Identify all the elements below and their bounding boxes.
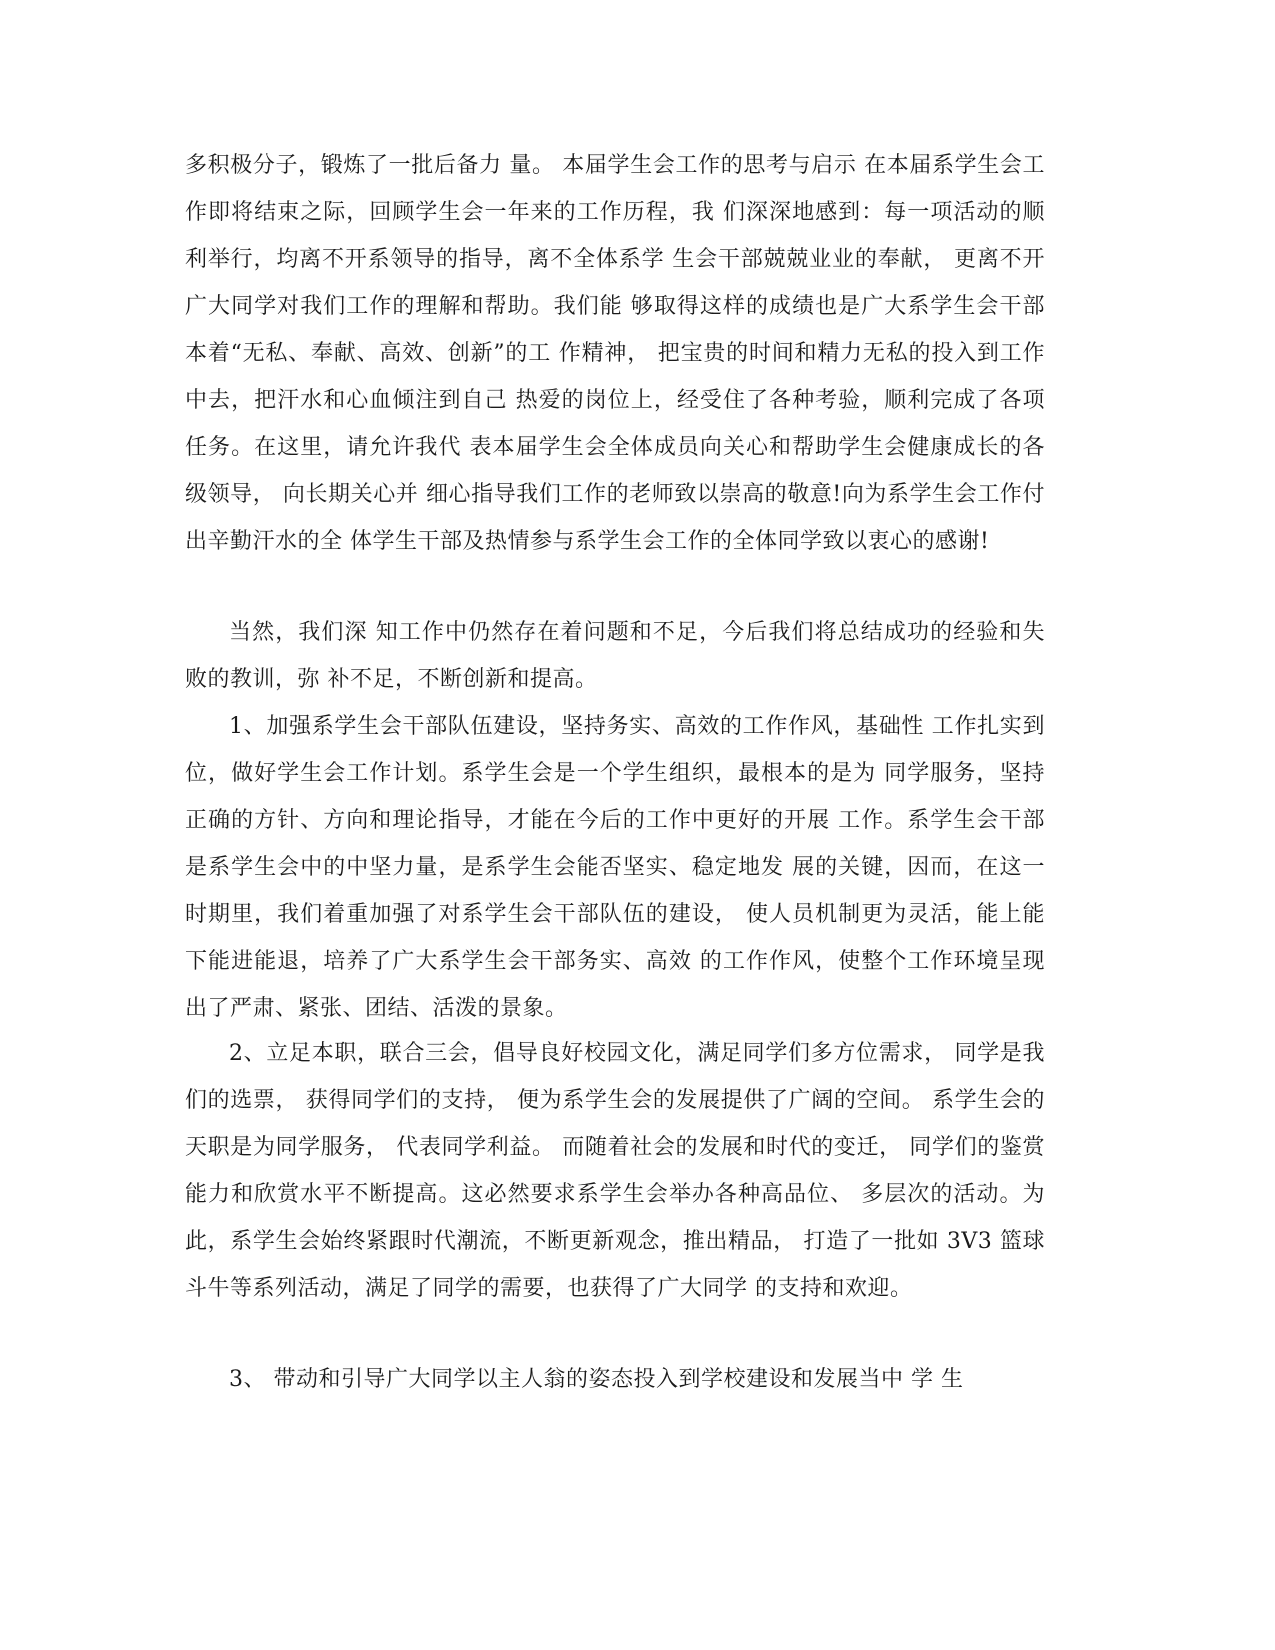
paragraph-text: 当然，我们深 知工作中仍然存在着问题和不足，今后我们将总结成功的经验和失败的教训，弥 补不足，不断创新和提高。 [185, 620, 1045, 692]
paragraph-text: 多积极分子，锻炼了一批后备力 量。 本届学生会工作的思考与启示 在本届系学生会工作即将结束之际，回顾学生会一年来的工作历程，我 们深深地感到：每一项活动的顺利举行，均离不开系领导的指导，离不全体系学 生会干部兢兢业业的奉献， 更离不开广大同学对我们工作的理解和帮助。我们能 够取得这样的成绩也是广大系学生会干部本着“无私、奉献、高效、创新”的工 作精神， 把宝贵的时间和精力无私的投入到工作中去，把汗水和心血倾注到自己 热爱的岗位上，经受住了各种考验，顺利完成了各项任务。在这里，请允许我代 表本届学生会全体成员向关心和帮助学生会健康成长的各级领导， 向长期关心并 细心指导我们工作的老师致以崇高的敬意!向为系学生会工作付出辛勤汗水的全 体学生干部及热情参与系学生会工作的全体同学致以衷心的感谢! [185, 153, 1045, 554]
paragraph-5 [185, 1356, 1045, 1403]
paragraph-text: 2、立足本职，联合三会，倡导良好校园文化，满足同学们多方位需求， 同学是我们的选票， 获得同学们的支持， 便为系学生会的发展提供了广阔的空间。 系学生会的天职是为同学服务， 代表同学利益。 而随着社会的发展和时代的变迁， 同学们的鉴赏能力和欣赏水平不断提高。这必然要求系学生会举办各种高品位、 多层次的活动。为此，系学生会始终紧跟时代潮流，不断更新观念，推出精品， 打造了一批如 3V3 篮球斗牛等系列活动，满足了同学的需要，也获得了广大同学 的支持和欢迎。 [185, 1041, 1045, 1301]
paragraph-text: 1、加强系学生会干部队伍建设，坚持务实、高效的工作作风，基础性 工作扎实到位，做好学生会工作计划。系学生会是一个学生组织，最根本的是为 同学服务，坚持正确的方针、方向和理论指导，才能在今后的工作中更好的开展 工作。系学生会干部是系学生会中的中坚力量，是系学生会能否坚实、稳定地发 展的关键，因而，在这一时期里，我们着重加强了对系学生会干部队伍的建设， 使人员机制更为灵活，能上能下能进能退，培养了广大系学生会干部务实、高效 的工作作风，使整个工作环境呈现出了严肃、紧张、团结、活泼的景象。 [185, 714, 1045, 1021]
paragraph-2 [185, 609, 1045, 703]
paragraph-4 [185, 1030, 1045, 1312]
paragraph-3 [185, 703, 1045, 1032]
paragraph-text: 3、 带动和引导广大同学以主人翁的姿态投入到学校建设和发展当中 学 生 [229, 1367, 964, 1392]
paragraph-1 [185, 142, 1045, 565]
